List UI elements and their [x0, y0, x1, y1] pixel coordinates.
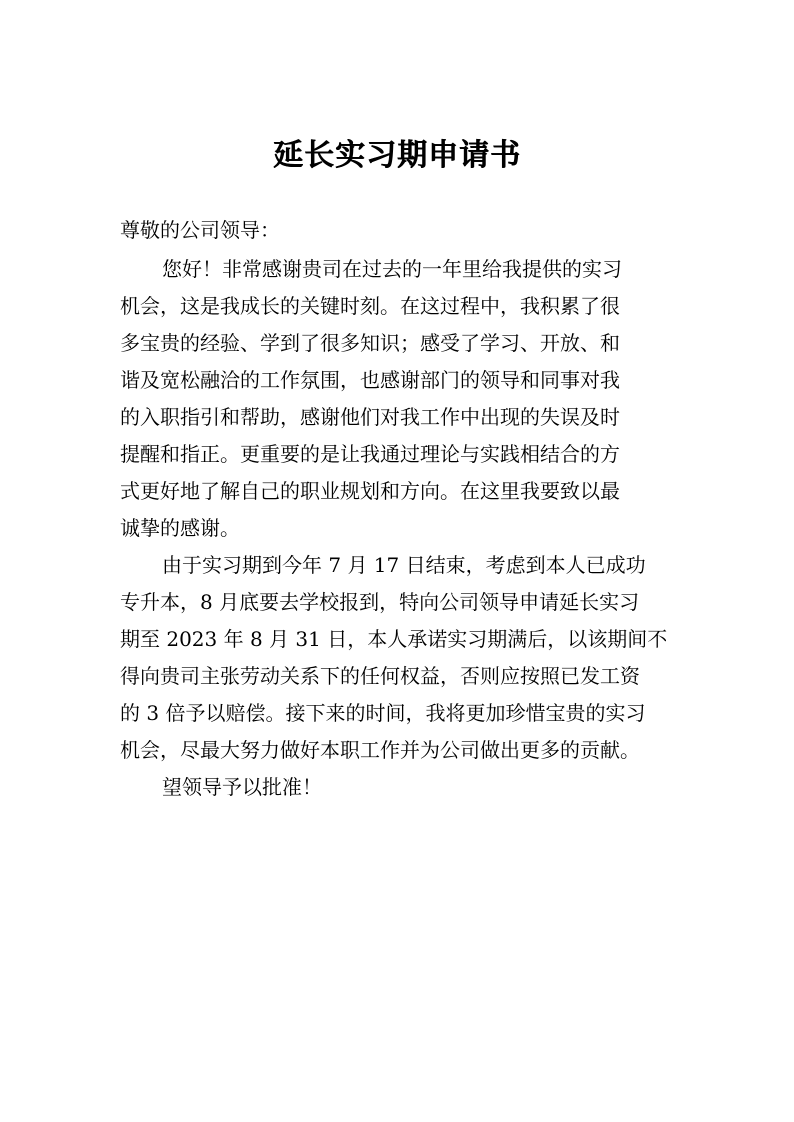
body-line: 机会，这是我成长的关键时刻。在这过程中，我积累了很 [120, 294, 620, 318]
body-line: 您好！非常感谢贵司在过去的一年里给我提供的实习 [162, 257, 622, 281]
body-line: 的 3 倍予以赔偿。接下来的时间，我将更加珍惜宝贵的实习 [120, 701, 646, 725]
body-line: 多宝贵的经验、学到了很多知识；感受了学习、开放、和 [120, 331, 620, 355]
body-line: 专升本，8 月底要去学校报到，特向公司领导申请延长实习 [120, 590, 640, 614]
body-line: 的入职指引和帮助，感谢他们对我工作中出现的失误及时 [120, 405, 620, 429]
body-line: 诚挚的感谢。 [120, 516, 240, 540]
document-title: 延长实习期申请书 [273, 138, 521, 173]
body-line: 式更好地了解自己的职业规划和方向。在这里我要致以最 [120, 479, 620, 503]
letter-body [120, 256, 680, 811]
body-line: 谐及宽松融洽的工作氛围，也感谢部门的领导和同事对我 [120, 368, 620, 392]
body-line: 得向贵司主张劳动关系下的任何权益，否则应按照已发工资 [120, 664, 640, 688]
body-line: 提醒和指正。更重要的是让我通过理论与实践相结合的方 [120, 442, 620, 466]
salutation: 尊敬的公司领导： [120, 218, 280, 242]
body-line: 由于实习期到今年 7 月 17 日结束，考虑到本人已成功 [162, 553, 646, 577]
body-line: 期至 2023 年 8 月 31 日，本人承诺实习期满后，以该期间不 [120, 627, 668, 651]
body-line: 机会，尽最大努力做好本职工作并为公司做出更多的贡献。 [120, 738, 640, 762]
body-line: 望领导予以批准！ [162, 775, 322, 799]
